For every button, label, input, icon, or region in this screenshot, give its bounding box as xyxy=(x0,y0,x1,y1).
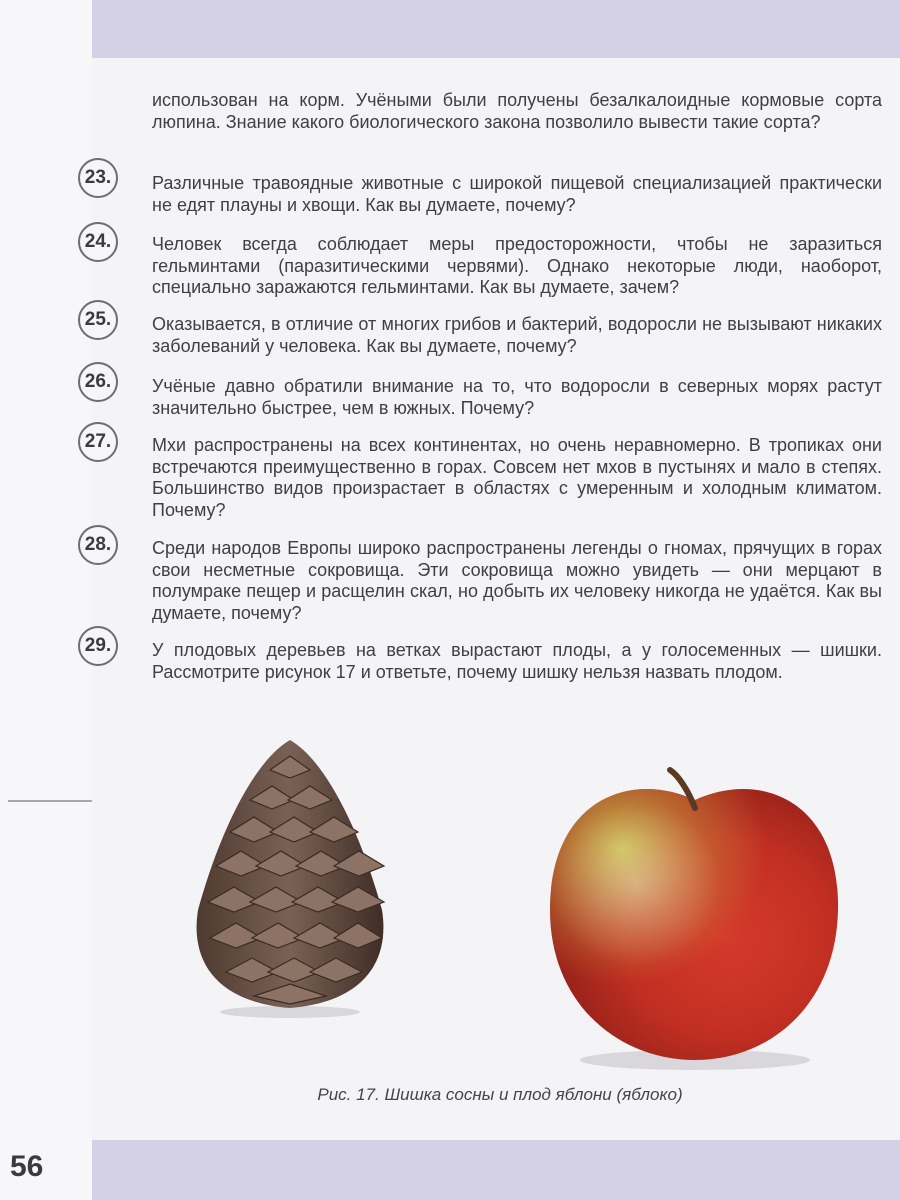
question-text-24: Человек всегда соблюдает меры предосторожности, чтобы не заразиться гельминтами (паразитическими червями). Однако некоторые люди, наоборот, специально заражаются гельминтами. Как вы думаете, зачем? xyxy=(152,234,882,297)
question-text-23: Различные травоядные животные с широкой пищевой специализацией практически не едят плауны и хвощи. Как вы думаете, почему? xyxy=(152,173,882,215)
page-number: 56 xyxy=(10,1150,44,1183)
page-top-band xyxy=(92,0,900,58)
figure-caption: Рис. 17. Шишка сосны и плод яблони (яблоко) xyxy=(317,1085,683,1104)
page-bottom-band xyxy=(0,1140,900,1200)
question-text-26: Учёные давно обратили внимание на то, что водоросли в северных морях растут значительно быстрее, чем в южных. Почему? xyxy=(152,376,882,418)
question-text-27: Мхи распространены на всех континентах, но очень неравномерно. В тропиках они встречаются преимущественно в горах. Совсем нет мхов в пустынях и мало в степях. Большинство видов произрастает в областях с умеренным и холодным климатом. Почему? xyxy=(152,435,882,520)
pine-cone-image xyxy=(197,740,384,1018)
question-number-24: 24. xyxy=(78,222,118,262)
question-number-23: 23. xyxy=(78,158,118,198)
question-text-29: У плодовых деревьев на ветках вырастают плоды, а у голосеменных — шишки. Рассмотрите рисунок 17 и ответьте, почему шишку нельзя назвать плодом. xyxy=(152,640,882,682)
question-number-28: 28. xyxy=(78,525,118,565)
question-number-27: 27. xyxy=(78,422,118,462)
question-text-25: Оказывается, в отличие от многих грибов и бактерий, водоросли не вызывают никаких заболеваний у человека. Как вы думаете, почему? xyxy=(152,314,882,356)
intro-paragraph: использован на корм. Учёными были получены безалкалоидные кормовые сорта люпина. Знание какого биологического закона позволило вывести такие сорта? xyxy=(152,90,882,132)
question-text-28: Среди народов Европы широко распространены легенды о гномах, прячущих в горах свои несметные сокровища. Эти сокровища можно увидеть — они мерцают в полумраке пещер и расщелин скал, но добыть их человеку никогда не удаётся. Как вы думаете, почему? xyxy=(152,538,882,623)
scan-artifact-line xyxy=(8,800,92,802)
apple-image xyxy=(550,770,838,1070)
question-number-25: 25. xyxy=(78,300,118,340)
figure-17 xyxy=(150,730,890,1090)
question-number-26: 26. xyxy=(78,362,118,402)
question-number-29: 29. xyxy=(78,626,118,666)
